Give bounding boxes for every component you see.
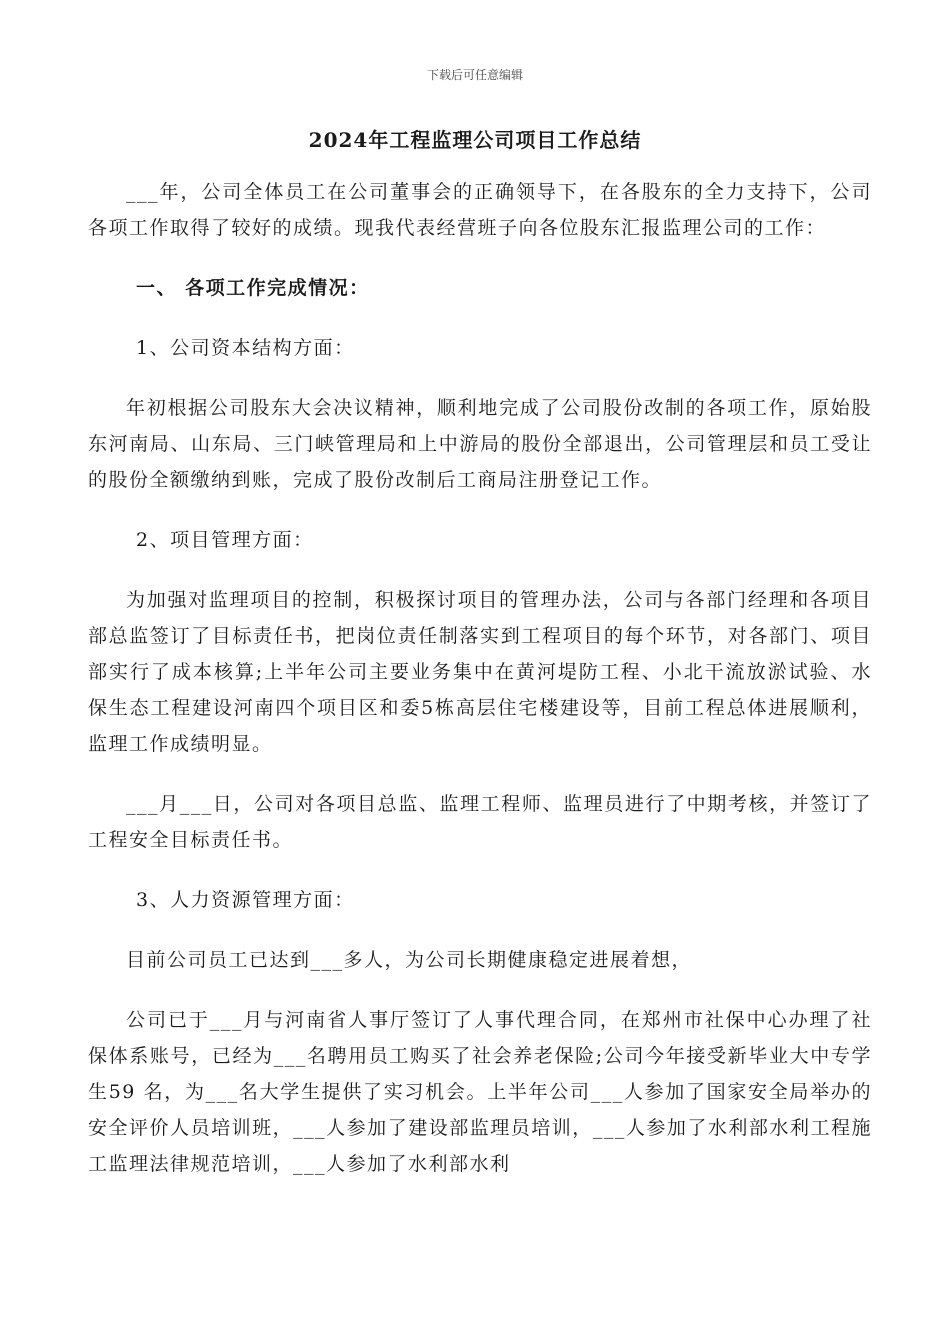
section-heading: 一、 各项工作完成情况： bbox=[136, 277, 370, 299]
subsection-heading-capital: 1、公司资本结构方面： bbox=[136, 337, 355, 359]
header-note: 下载后可任意编辑 bbox=[426, 68, 523, 82]
document-title: 2024年工程监理公司项目工作总结 bbox=[308, 128, 642, 152]
subsection-heading-project: 2、项目管理方面： bbox=[136, 529, 314, 551]
document-body bbox=[88, 174, 872, 1206]
project-paragraph: 为加强对监理项目的控制，积极探讨项目的管理办法，公司与各部门经理和各项目部总监签订了目标责任书，把岗位责任制落实到工程项目的每个环节，对各部门、项目部实行了成本核算;上半年公司主要业务集中在黄河堤防工程、小北干流放淤试验、水保生态工程建设河南四个项目区和委5栋高层住宅楼建设等，目前工程总体进展顺利，监理工作成绩明显。 bbox=[88, 589, 872, 755]
capital-paragraph: 年初根据公司股东大会决议精神，顺利地完成了公司股份改制的各项工作，原始股东河南局、山东局、三门峡管理局和上中游局的股份全部退出，公司管理层和员工受让的股份全额缴纳到账，完成了股份改制后工商局注册登记工作。 bbox=[88, 397, 872, 491]
intro-paragraph: ___年，公司全体员工在公司董事会的正确领导下，在各股东的全力支持下，公司各项工作取得了较好的成绩。现我代表经营班子向各位股东汇报监理公司的工作： bbox=[88, 181, 872, 239]
hr-paragraph-1: 目前公司员工已达到___多人，为公司长期健康稳定进展着想， bbox=[126, 949, 693, 971]
assessment-paragraph: ___月___日，公司对各项目总监、监理工程师、监理员进行了中期考核，并签订了工程安全目标责任书。 bbox=[88, 793, 872, 851]
subsection-heading-hr: 3、人力资源管理方面： bbox=[136, 889, 355, 911]
hr-paragraph-2: 公司已于___月与河南省人事厅签订了人事代理合同，在郑州市社保中心办理了社保体系账号，已经为___名聘用员工购买了社会养老保险;公司今年接受新毕业大中专学生59 名，为___名大学生提供了实习机会。上半年公司___人参加了国家安全局举办的安全评价人员培训班，___人参加了建设部监理员培训，___人参加了水利部水利工程施工监理法律规范培训，___人参加了水利部水利 bbox=[88, 1009, 872, 1175]
